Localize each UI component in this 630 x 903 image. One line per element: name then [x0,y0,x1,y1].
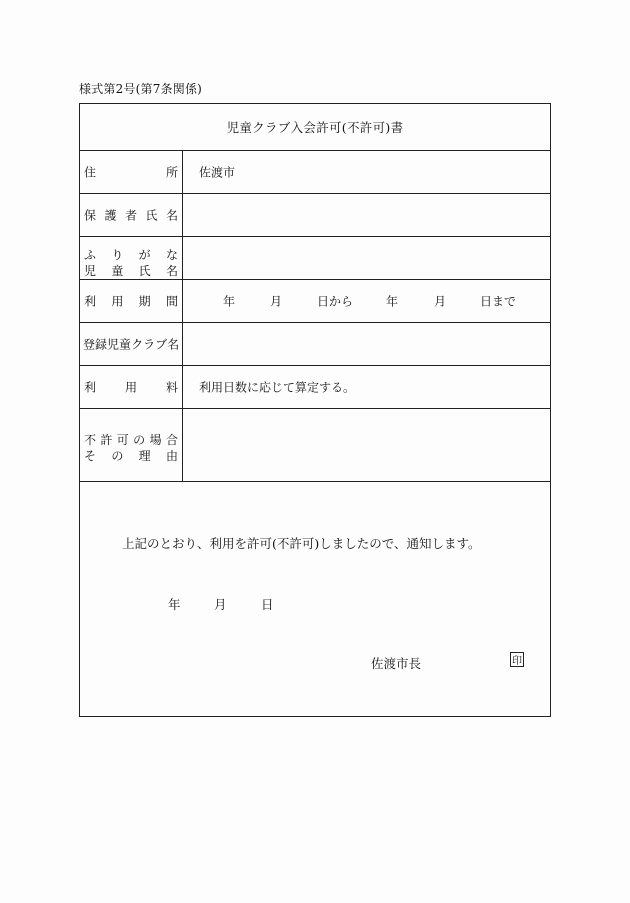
guardian-label-char: 氏 [145,208,158,223]
club-label-char: ラ [143,337,156,352]
reason-label-char: 許 [100,433,113,447]
period-end-month: 月 [434,294,447,309]
period-row [80,280,550,323]
child-name-label-char: 氏 [138,264,151,278]
club-label [80,323,183,365]
seal-mark: 印 [510,652,524,667]
period-label-char: 期 [138,294,151,309]
reason-label-char: 不 [84,433,97,447]
club-name-field[interactable] [183,323,550,365]
period-start-month: 月 [270,294,283,309]
notice-text: 上記のとおり、利用を許可(不許可)しましたので、通知します。 [122,536,481,551]
club-label-char: 童 [119,337,132,352]
issue-month: 月 [214,597,227,612]
guardian-label [80,194,183,236]
mayor-title: 佐渡市長 [371,656,422,671]
club-label-char: 名 [167,337,180,352]
child-name-label-char: 童 [111,264,124,278]
address-label [80,151,183,193]
period-end-year: 年 [386,294,399,309]
reason-label-char: 場 [149,433,162,447]
reason-label-char: 由 [165,449,178,463]
child-label [80,237,183,279]
club-label-char: ク [131,337,144,352]
permission-form [79,103,551,717]
guardian-label-char: 護 [104,208,117,223]
period-end-day: 日まで [480,294,517,309]
reason-label-char: そ [84,449,97,463]
notice-section [80,482,550,717]
reason-label-char: 合 [165,433,178,447]
fee-row [80,366,550,409]
furigana-label-char: な [165,248,178,262]
period-label-char: 用 [111,294,124,309]
form-title: 児童クラブ入会許可(不許可)書 [80,104,550,151]
child-name-label-char: 名 [165,264,178,278]
address-label-char: 所 [165,165,178,180]
form-number: 様式第2号(第7条関係) [79,82,203,96]
child-name-label-char: 児 [84,264,97,278]
fee-label-char: 料 [165,380,178,395]
reason-label [80,409,183,481]
club-label-char: 児 [107,337,120,352]
guardian-name-field[interactable] [183,194,550,236]
club-label-char: 録 [95,337,108,352]
issue-day: 日 [261,597,274,612]
period-label-char: 利 [84,294,97,309]
issue-year: 年 [168,597,181,612]
address-label-char: 住 [84,165,97,180]
guardian-label-char: 保 [84,208,97,223]
guardian-label-char: 名 [165,208,178,223]
period-field[interactable] [183,280,550,322]
child-name-field[interactable] [183,237,550,279]
reason-label-char: の [133,433,146,447]
fee-label [80,366,183,408]
club-row [80,323,550,366]
club-label-char: 登 [83,337,96,352]
period-label [80,280,183,322]
furigana-label-char: り [111,248,124,262]
reason-field[interactable] [183,409,550,481]
reason-label-char: の [111,449,124,463]
fee-label-char: 用 [124,380,137,395]
address-value: 佐渡市 [199,165,236,180]
address-row [80,151,550,194]
furigana-label-char: ふ [84,248,97,262]
fee-value: 利用日数に応じて算定する。 [199,380,356,395]
guardian-row [80,194,550,237]
period-label-char: 間 [165,294,178,309]
guardian-label-char: 者 [124,208,137,223]
club-label-char: ブ [155,337,168,352]
furigana-label-char: が [138,248,151,262]
address-field[interactable] [183,151,550,193]
period-start-day: 日から [317,294,354,309]
reason-label-char: 理 [138,449,151,463]
fee-field [183,366,550,408]
period-start-year: 年 [223,294,236,309]
reason-row [80,409,550,482]
reason-label-char: 可 [116,433,129,447]
fee-label-char: 利 [84,380,97,395]
child-row [80,237,550,280]
